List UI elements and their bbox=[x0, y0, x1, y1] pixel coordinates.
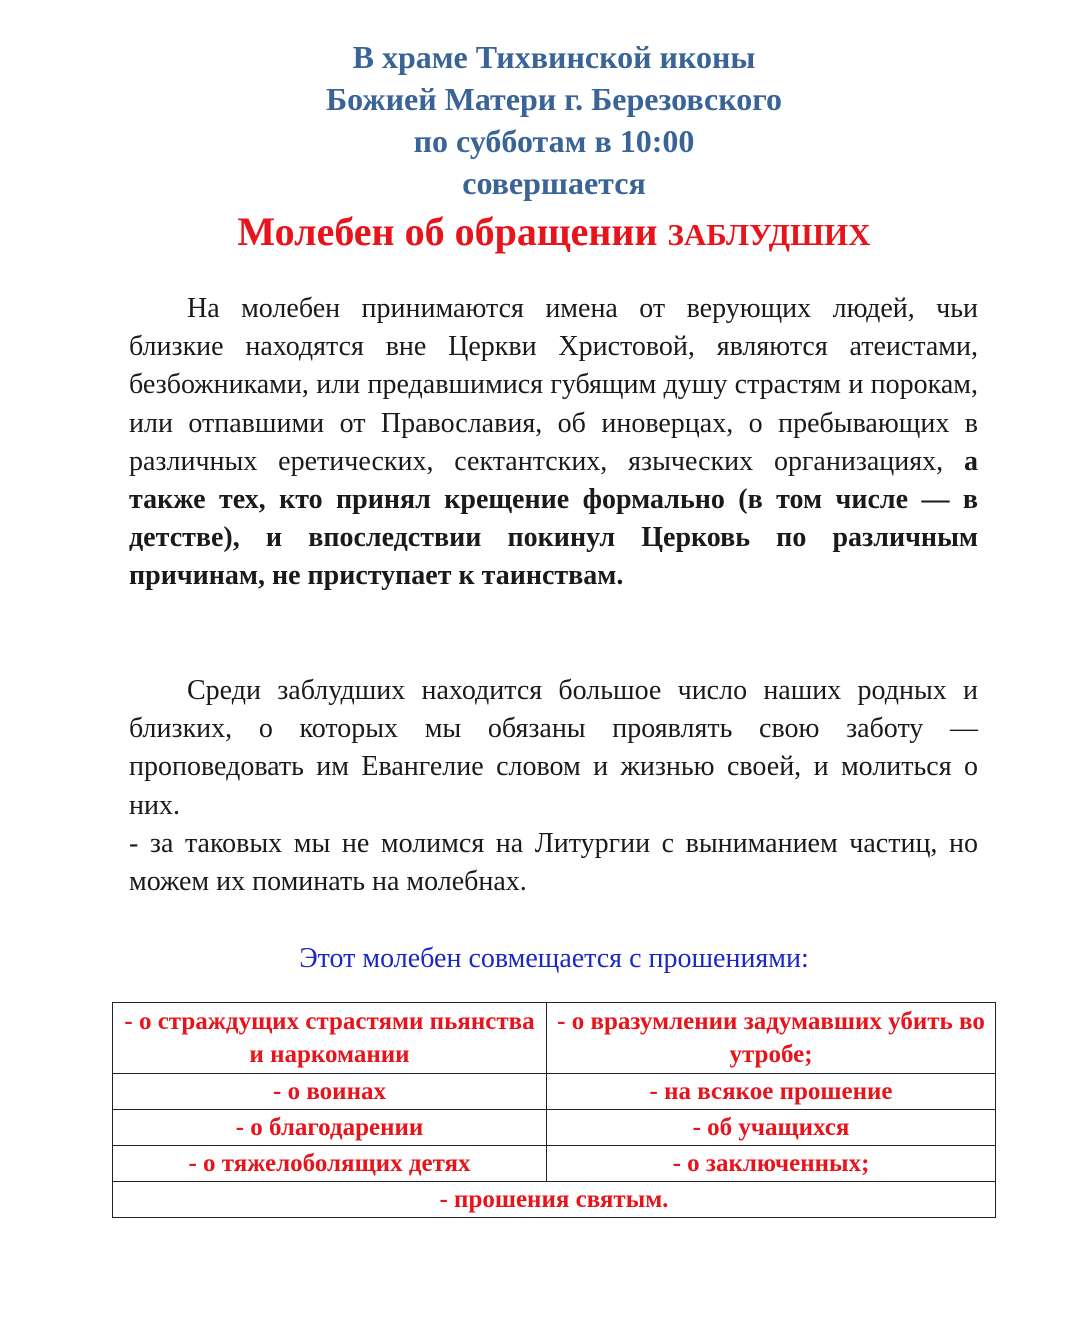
table-cell: - о заключенных; bbox=[547, 1146, 996, 1182]
paragraph-liturgy-note: - за таковых мы не молимся на Литургии с выниманием частиц, но можем их поминать на молебнах. bbox=[129, 828, 978, 898]
table-cell: - на всякое прошение bbox=[547, 1074, 996, 1110]
table-cell-full-width: - прошения святым. bbox=[113, 1182, 996, 1218]
table-cell: - об учащихся bbox=[547, 1110, 996, 1146]
paragraph-1-text: На молебен принимаются имена от верующих людей, чьи близкие находятся вне Церкви Христовой, являются атеистами, безбожниками, или предавшимися губящим душу страстям и порокам, или отпавшими от Православия, об иноверцах, о пребывающих в различных еретических, сектантских, языческих организациях, bbox=[129, 293, 978, 477]
paragraph-2-text: Среди заблудших находится большое число наших родных и близких, о которых мы обязаны проявлять свою заботу — проповедовать им Евангелие словом и жизнью своей, и молиться о них. bbox=[129, 675, 978, 821]
table-row bbox=[113, 1003, 996, 1074]
header-line-3: по субботам в 10:00 bbox=[413, 123, 695, 159]
header-line-2: Божией Матери г. Березовского bbox=[326, 81, 782, 117]
petitions-table bbox=[112, 1002, 996, 1218]
table-row bbox=[113, 1110, 996, 1146]
paragraph-among-the-lost bbox=[129, 672, 978, 825]
table-cell: - о воинах bbox=[113, 1074, 547, 1110]
page-title bbox=[0, 206, 1080, 267]
table-cell: - о страждущих страстями пьянства и наркомании bbox=[113, 1003, 547, 1074]
table-row bbox=[113, 1146, 996, 1182]
petitions-caption: Этот молебен совмещается с прошениями: bbox=[299, 943, 809, 974]
table-row bbox=[113, 1182, 996, 1218]
paragraph-names-accepted bbox=[129, 290, 978, 596]
table-row bbox=[113, 1074, 996, 1110]
title-caps: ЗАБЛУДШИХ bbox=[667, 217, 871, 252]
petitions-table-body bbox=[113, 1003, 996, 1218]
header-line-1: В храме Тихвинской иконы bbox=[352, 39, 756, 75]
table-cell: - о вразумлении задумавших убить во утробе; bbox=[547, 1003, 996, 1074]
paragraph-1-bold-text: а также тех, кто принял крещение формально (в том числе — в детстве), и впоследствии покинул Церковь по различным причинам, не приступает к таинствам. bbox=[129, 445, 978, 592]
title-main: Молебен об обращении bbox=[237, 209, 668, 254]
table-cell: - о благодарении bbox=[113, 1110, 547, 1146]
table-cell: - о тяжелоболящих детях bbox=[113, 1146, 547, 1182]
header-block bbox=[0, 36, 1080, 204]
header-line-4: совершается bbox=[462, 165, 646, 201]
